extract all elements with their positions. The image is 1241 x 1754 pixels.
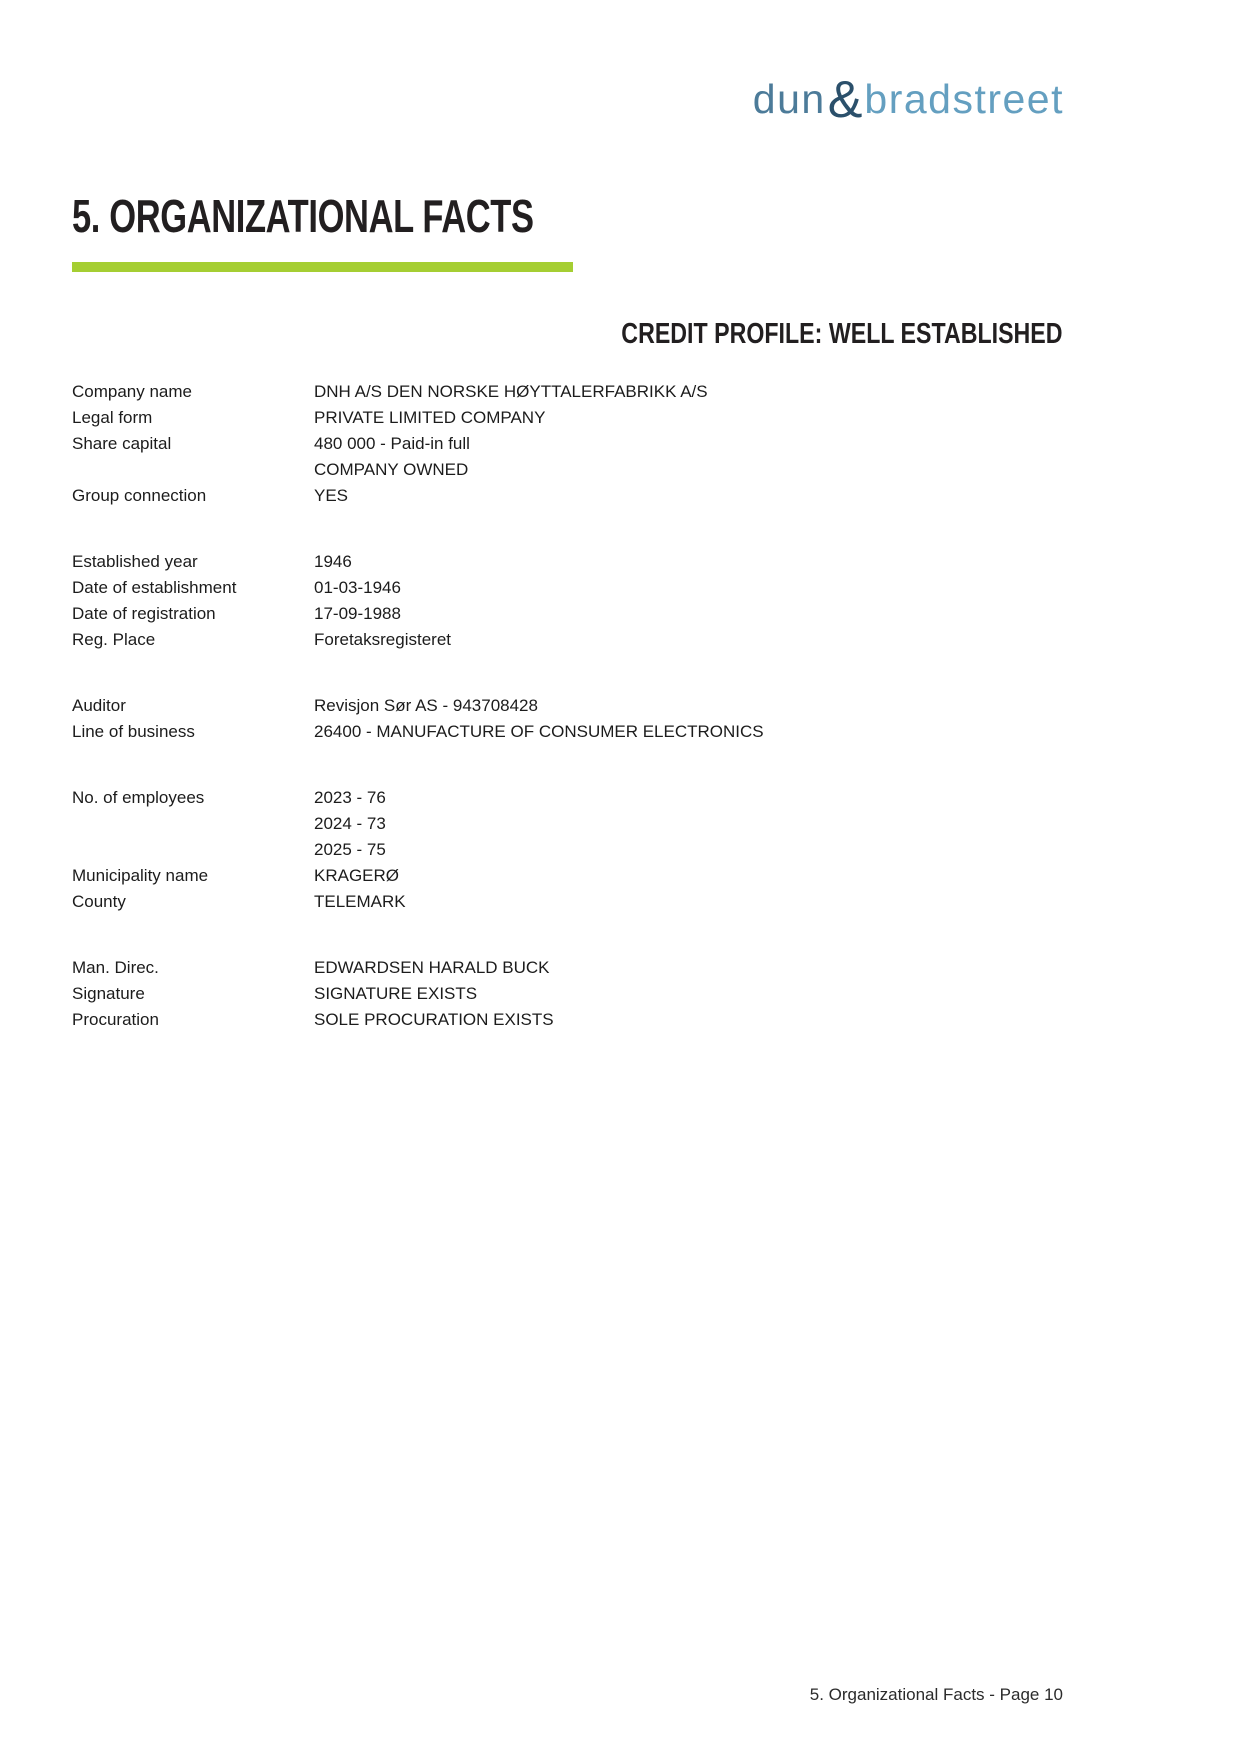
fact-group-registration xyxy=(72,549,1064,653)
fact-group-location xyxy=(72,785,1064,915)
logo-word-dun: dun xyxy=(752,76,826,122)
title-accent-rule xyxy=(72,262,573,272)
fact-value: 1946 xyxy=(314,552,352,571)
fact-label: County xyxy=(72,892,126,911)
fact-value: 26400 - MANUFACTURE OF CONSUMER ELECTRONICS xyxy=(314,722,764,741)
fact-label: Date of establishment xyxy=(72,578,237,597)
credit-profile-heading: CREDIT PROFILE: WELL ESTABLISHED xyxy=(621,318,1063,350)
fact-row xyxy=(72,379,1064,405)
fact-row xyxy=(72,575,1064,601)
page-footer: 5. Organizational Facts - Page 10 xyxy=(809,1685,1063,1704)
fact-value: TELEMARK xyxy=(314,892,406,911)
fact-label: Established year xyxy=(72,552,198,571)
dun-bradstreet-logo xyxy=(752,70,1064,129)
fact-row xyxy=(72,405,1064,431)
fact-label: Man. Direc. xyxy=(72,958,159,977)
fact-value: 480 000 - Paid-in full COMPANY OWNED xyxy=(314,434,470,479)
fact-row xyxy=(72,981,1064,1007)
fact-label: Date of registration xyxy=(72,604,216,623)
fact-value: YES xyxy=(314,486,349,505)
fact-value: Revisjon Sør AS - 943708428 xyxy=(314,696,538,715)
fact-label: Municipality name xyxy=(72,866,209,885)
fact-row xyxy=(72,863,1064,889)
fact-row xyxy=(72,955,1064,981)
fact-row xyxy=(72,601,1064,627)
fact-value: 2023 - 76 2024 - 73 2025 - 75 xyxy=(314,788,386,859)
fact-value: Foretaksregisteret xyxy=(314,630,451,649)
fact-row xyxy=(72,785,1064,863)
fact-value: SIGNATURE EXISTS xyxy=(314,984,478,1003)
fact-label: Signature xyxy=(72,984,145,1003)
fact-value: PRIVATE LIMITED COMPANY xyxy=(314,408,546,427)
fact-row xyxy=(72,431,1064,483)
fact-label: Auditor xyxy=(72,696,126,715)
fact-label: Legal form xyxy=(72,408,153,427)
fact-value: DNH A/S DEN NORSKE HØYTTALERFABRIKK A/S xyxy=(314,382,708,401)
fact-row xyxy=(72,693,1064,719)
fact-group-company xyxy=(72,379,1064,509)
fact-value: EDWARDSEN HARALD BUCK xyxy=(314,958,550,977)
fact-label: Reg. Place xyxy=(72,630,156,649)
fact-row xyxy=(72,549,1064,575)
fact-label: Share capital xyxy=(72,434,172,453)
fact-label: Company name xyxy=(72,382,193,401)
logo-ampersand-icon: & xyxy=(827,71,863,129)
fact-label: Group connection xyxy=(72,486,207,505)
section-title: 5. ORGANIZATIONAL FACTS xyxy=(72,190,534,242)
fact-value: 17-09-1988 xyxy=(314,604,401,623)
fact-value: KRAGERØ xyxy=(314,866,400,885)
fact-value: SOLE PROCURATION EXISTS xyxy=(314,1010,554,1029)
fact-label: Line of business xyxy=(72,722,195,741)
fact-label: Procuration xyxy=(72,1010,159,1029)
fact-label: No. of employees xyxy=(72,788,205,807)
fact-row xyxy=(72,483,1064,509)
fact-row xyxy=(72,627,1064,653)
fact-row xyxy=(72,719,1064,745)
fact-row xyxy=(72,889,1064,915)
fact-row xyxy=(72,1007,1064,1033)
organizational-facts-list xyxy=(72,379,1064,1033)
fact-group-business xyxy=(72,693,1064,745)
logo-word-bradstreet: bradstreet xyxy=(864,76,1064,122)
fact-value: 01-03-1946 xyxy=(314,578,401,597)
fact-group-management xyxy=(72,955,1064,1033)
